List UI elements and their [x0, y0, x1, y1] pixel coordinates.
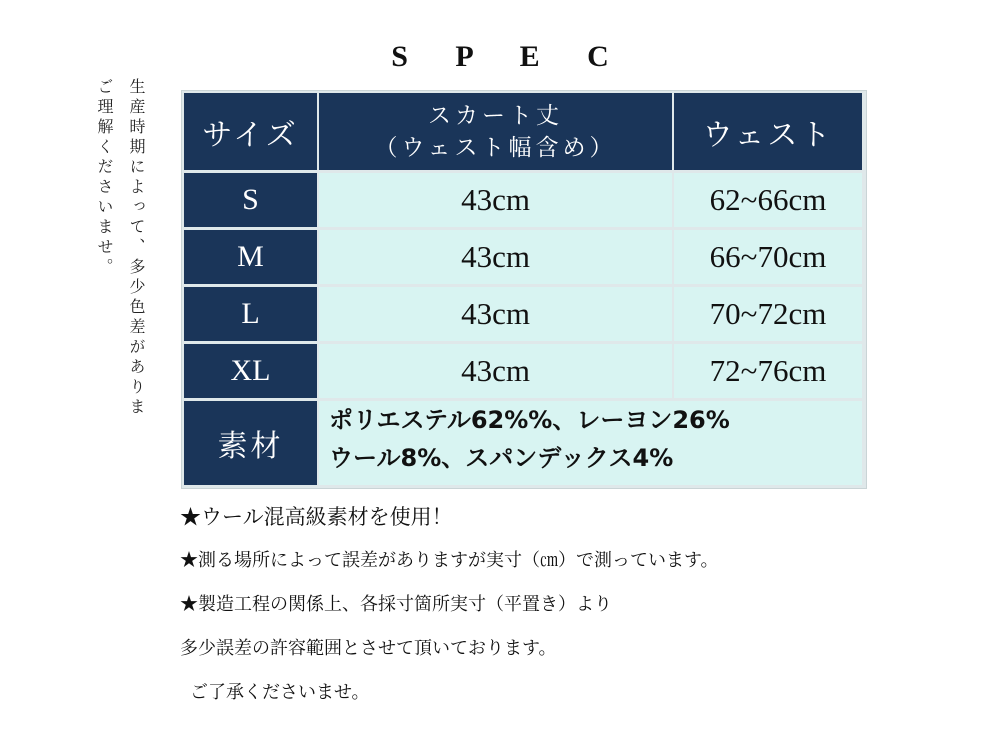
row-size-cell: S: [184, 173, 317, 227]
header-waist: ウェスト: [674, 93, 862, 170]
note-closing: ご了承くださいませ。: [190, 682, 370, 703]
spec-table: [181, 90, 867, 489]
note-manufacturing: ★製造工程の関係上、各採寸箇所実寸（平置き）より: [180, 594, 612, 615]
note-measurement: ★測る場所によって誤差がありますが実寸（㎝）で測っています。: [180, 550, 719, 571]
row-waist-cell: 62~66cm: [674, 173, 862, 227]
material-label: 素材: [184, 401, 317, 485]
page-title: S P E C: [391, 40, 629, 73]
row-waist-cell: 66~70cm: [674, 230, 862, 284]
row-waist-cell: 72~76cm: [674, 344, 862, 398]
row-size-cell: L: [184, 287, 317, 341]
header-skirt-length-line1: スカート丈: [428, 102, 563, 129]
row-length-cell: 43cm: [319, 344, 672, 398]
side-note-line-2: ご理解くださいませ。: [95, 78, 114, 278]
row-length-cell: 43cm: [319, 230, 672, 284]
row-size-cell: M: [184, 230, 317, 284]
note-tolerance: 多少誤差の許容範囲とさせて頂いております。: [180, 638, 557, 659]
row-size-cell: XL: [184, 344, 317, 398]
row-waist-cell: 70~72cm: [674, 287, 862, 341]
header-skirt-length-line2: （ウェスト幅含め）: [374, 134, 617, 161]
material-value: [319, 401, 862, 485]
header-size: サイズ: [184, 93, 317, 170]
material-line-1: ポリエステル62%%、レーヨン26%: [329, 406, 730, 434]
note-wool: ★ウール混高級素材を使用！: [180, 505, 453, 529]
row-length-cell: 43cm: [319, 287, 672, 341]
row-length-cell: 43cm: [319, 173, 672, 227]
header-skirt-length: [319, 93, 672, 170]
material-line-2: ウール8%、スパンデックス4%: [329, 444, 674, 472]
side-note-line-1: 生産時期によって、多少色差がありま: [127, 78, 146, 418]
